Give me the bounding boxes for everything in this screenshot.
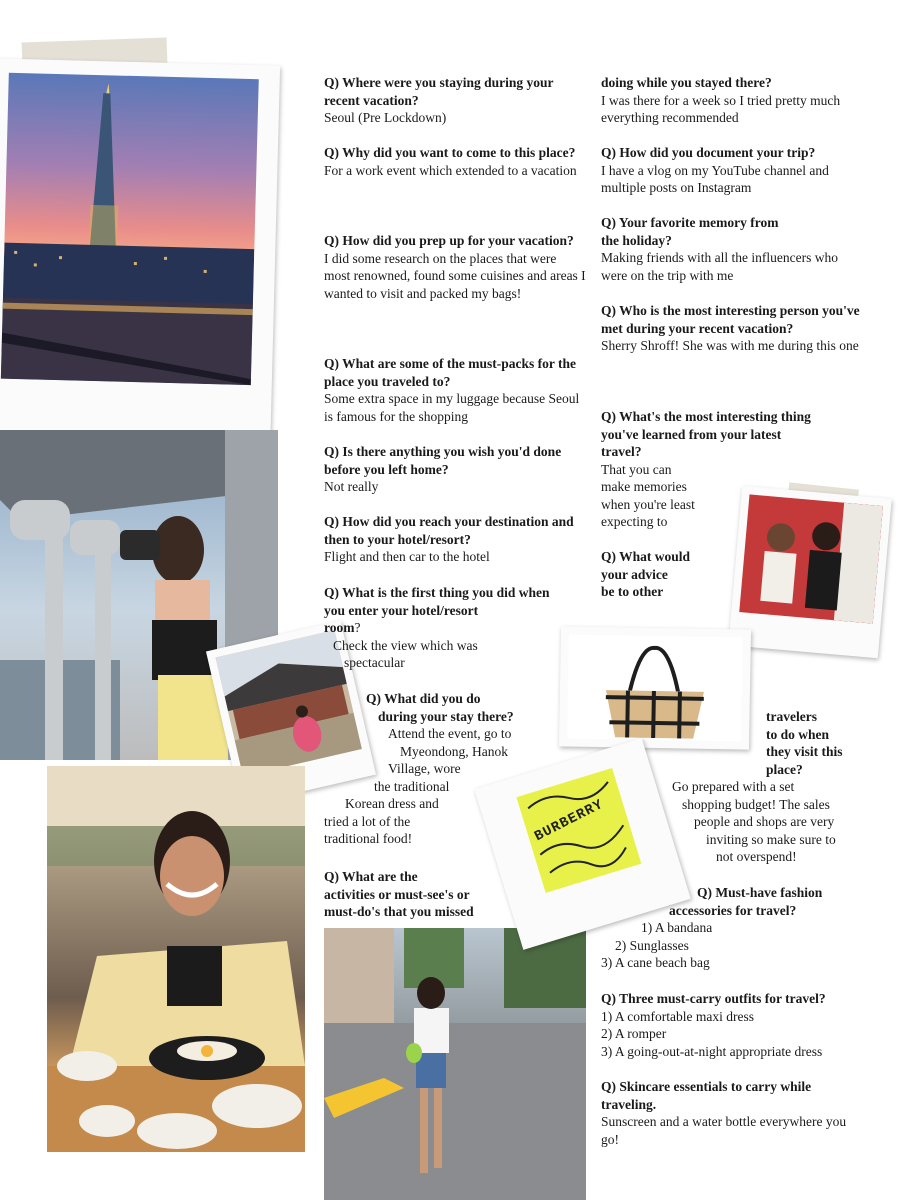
qa-interesting-person (601, 302, 863, 355)
question-line: activities or must-see's or (324, 886, 470, 902)
question-line: Q) What would (601, 549, 691, 564)
answer-line: Village, wore (388, 761, 461, 776)
answer-line: 2) Sunglasses (615, 937, 689, 953)
question-text: Q) Skincare essentials to carry while traveling. (601, 1079, 812, 1112)
answer-line: 3) A cane beach bag (601, 955, 710, 970)
question-text: Q) How did you document your trip? (601, 145, 816, 160)
answer-line: 2) A romper (601, 1026, 667, 1041)
answer-text: For a work event which extended to a vacation (324, 162, 577, 178)
question-line: travel? (601, 444, 642, 459)
answer-text: Making friends with all the influencers who were on the trip with me (601, 250, 838, 283)
question-line: Q) What's the most interesting thing (601, 409, 811, 424)
qa-skincare (601, 1078, 866, 1148)
qa-must-carry-outfits (601, 990, 871, 1060)
qa-must-packs (324, 355, 586, 425)
answer-line: when you're least (601, 496, 695, 512)
skyline-polaroid (0, 58, 280, 460)
answer-line: 1) A bandana (641, 920, 713, 935)
answer-line: Korean dress and (345, 796, 439, 811)
answer-text: Sunscreen and a water bottle everywhere you go! (601, 1114, 847, 1147)
qa-missed (324, 868, 586, 921)
qa-fashion-accessories (601, 884, 863, 972)
qa-advice-cont (672, 708, 872, 866)
answer-text: Flight and then car to the hotel (324, 549, 490, 564)
qa-document-trip (601, 144, 863, 197)
question-line: travelers (766, 709, 817, 724)
answer-text: Not really (324, 479, 379, 494)
question-text: Q) Who is the most interesting person you've met during your recent vacation? (601, 303, 860, 336)
qa-favorite-memory (601, 214, 863, 284)
question-line: be to other (601, 584, 664, 599)
answer-line: 1) A comfortable maxi dress (601, 1008, 754, 1024)
question-line: Q) What is the first thing you did when (324, 585, 550, 600)
question-line: to do when (766, 726, 830, 742)
question-text: Q) Why did you want to come to this place? (324, 145, 576, 160)
answer-text: I did some research on the places that were most renowned, found some cuisines and areas I wanted to visit and packed my bags! (324, 250, 586, 301)
street-photo (324, 928, 586, 1200)
answer-line: 3) A going-out-at-night appropriate dress (601, 1043, 823, 1059)
answer-line: people and shops are very (694, 814, 835, 829)
answer-line: Check the view which was (333, 637, 478, 653)
answer-line: expecting to (601, 514, 668, 529)
qa-reach-destination (324, 513, 586, 566)
answer-line: the traditional (374, 778, 450, 794)
qa-why-come (324, 144, 586, 179)
seoul-skyline-photo (1, 73, 259, 385)
question-text: Q) Is there anything you wish you'd done before you left home? (324, 444, 562, 477)
answer-line: not overspend! (716, 849, 797, 864)
scarf-text: BURBERRY (532, 796, 607, 846)
qa-during-stay (324, 690, 586, 848)
question-text: Q) What are some of the must-packs for the place you traveled to? (324, 356, 576, 389)
answer-line: shopping budget! The sales (682, 796, 830, 812)
qa-first-thing (324, 584, 586, 672)
question-line: you've learned from your latest (601, 426, 782, 442)
answer-line: spectacular (344, 655, 405, 670)
qa-missed-cont (601, 74, 863, 127)
question-text: Q) How did you reach your destination and then to your hotel/resort? (324, 514, 574, 547)
answer-line: That you can (601, 461, 672, 477)
qa-wish-done (324, 443, 586, 496)
question-line: you enter your hotel/resort (324, 602, 479, 618)
question-line: room (324, 620, 355, 635)
qa-prep (324, 232, 586, 302)
question-text: doing while you stayed there? (601, 75, 772, 90)
qa-interesting-thing (601, 408, 863, 531)
answer-line: Go prepared with a set (672, 779, 795, 794)
question-line: the holiday? (601, 232, 672, 248)
question-line: they visit this (766, 744, 843, 759)
question-line: Q) What are the (324, 869, 418, 884)
answer-line: make memories (601, 479, 687, 494)
restaurant-photo (47, 766, 305, 1152)
answer-text: Some extra space in my luggage because Seoul is famous for the shopping (324, 391, 580, 424)
question-line: accessories for travel? (669, 902, 797, 918)
answer-text: Sherry Shroff! She was with me during this one (601, 338, 859, 353)
question-text: Q) Three must-carry outfits for travel? (601, 991, 826, 1006)
question-line: your advice (601, 566, 668, 582)
question-line: Q) What did you do (366, 691, 481, 706)
question-line: must-do's that you missed (324, 904, 474, 919)
question-line: Q) Must-have fashion (697, 885, 823, 900)
question-line: place? (766, 761, 803, 777)
question-line: during your stay there? (378, 708, 514, 724)
answer-line: Myeondong, Hanok (400, 743, 508, 759)
answer-line: Attend the event, go to (388, 726, 512, 741)
answer-text: I have a vlog on my YouTube channel and multiple posts on Instagram (601, 162, 829, 195)
answer-line: tried a lot of the (324, 813, 411, 829)
question-line: Q) Your favorite memory from (601, 215, 779, 230)
answer-line: inviting so make sure to (706, 831, 836, 847)
qa-staying (324, 74, 586, 127)
qa-advice (601, 548, 741, 601)
answer-text: I was there for a week so I tried pretty much everything recommended (601, 92, 841, 125)
question-suffix: ? (354, 620, 361, 635)
question-text: Q) Where were you staying during your recent vacation? (324, 75, 554, 108)
question-text: Q) How did you prep up for your vacation? (324, 233, 574, 248)
answer-text: Seoul (Pre Lockdown) (324, 110, 447, 125)
answer-line: traditional food! (324, 831, 413, 846)
